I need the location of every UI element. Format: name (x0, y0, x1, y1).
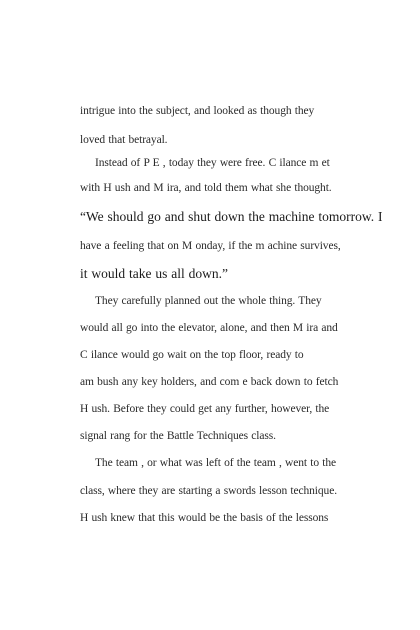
dialogue-line: it would take us all down.” (80, 266, 228, 281)
text-line: H ush. Before they could get any further, however, the (80, 403, 330, 415)
text-line: loved that betrayal. (80, 134, 168, 146)
paragraph-start-line: Instead of P E , today they were free. C ilance m et (95, 157, 330, 169)
text-line: with H ush and M ira, and told them what she thought. (80, 182, 332, 194)
text-line: would all go into the elevator, alone, and then M ira and (80, 322, 338, 334)
text-line: have a feeling that on M onday, if the m achine survives, (80, 240, 341, 252)
paragraph-start-line: They carefully planned out the whole thing. They (95, 295, 322, 307)
paragraph-start-line: The team , or what was left of the team , went to the (95, 457, 337, 469)
text-line: intrigue into the subject, and looked as though they (80, 105, 315, 117)
text-line: C ilance would go wait on the top floor, ready to (80, 349, 304, 361)
text-line: am bush any key holders, and com e back down to fetch (80, 376, 339, 388)
text-line: class, where they are starting a swords lesson technique. (80, 485, 337, 497)
dialogue-line: “We should go and shut down the machine tomorrow. I (80, 209, 383, 224)
text-line: H ush knew that this would be the basis of the lessons (80, 512, 329, 524)
text-line: signal rang for the Battle Techniques class. (80, 430, 276, 442)
